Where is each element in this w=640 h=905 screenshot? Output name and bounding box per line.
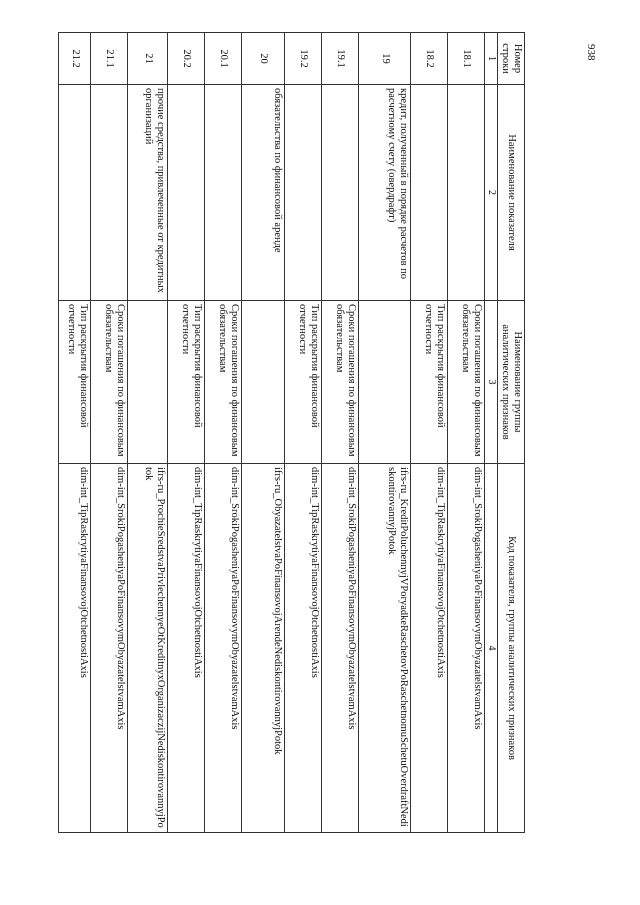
group-name: Тип раскрытия финансовой отчетности xyxy=(411,301,448,464)
table-row xyxy=(168,33,205,833)
group-name xyxy=(242,301,285,464)
group-name xyxy=(359,301,411,464)
row-number: 19.1 xyxy=(322,33,359,85)
group-name: Тип раскрытия финансовой отчетности xyxy=(59,301,91,464)
header-row xyxy=(497,33,524,833)
group-name: Сроки погашения по финансовым обязательствам xyxy=(322,301,359,464)
indicator-code: dim-int_SrokiPogasheniyaPoFinansovymObyazatelstvamAxis xyxy=(205,464,242,833)
table-frame xyxy=(66,32,525,832)
table-row xyxy=(322,33,359,833)
column-number: 2 xyxy=(485,85,498,301)
table-row xyxy=(91,33,128,833)
table-row xyxy=(411,33,448,833)
indicator-name xyxy=(168,85,205,301)
table-row xyxy=(285,33,322,833)
indicator-name xyxy=(448,85,485,301)
row-number: 21.1 xyxy=(91,33,128,85)
indicator-name: обязательства по финансовой аренде xyxy=(242,85,285,301)
indicator-name xyxy=(411,85,448,301)
header-group-name: Наименование группы аналитических признаков xyxy=(497,301,524,464)
column-number: 1 xyxy=(485,33,498,85)
indicator-name xyxy=(322,85,359,301)
indicator-code: dim-int_TipRaskrytiyaFinansovojOtchetnostiAxis xyxy=(411,464,448,833)
table-row xyxy=(359,33,411,833)
group-name: Сроки погашения по финансовым обязательствам xyxy=(448,301,485,464)
indicator-code: dim-int_SrokiPogasheniyaPoFinansovymObyazatelstvamAxis xyxy=(322,464,359,833)
indicator-code: dim-int_TipRaskrytiyaFinansovojOtchetnostiAxis xyxy=(168,464,205,833)
table-row xyxy=(205,33,242,833)
indicator-name xyxy=(285,85,322,301)
indicator-name: кредит, полученный в порядке расчетов по расчетному счету (овердрафт) xyxy=(359,85,411,301)
group-name: Тип раскрытия финансовой отчетности xyxy=(285,301,322,464)
indicator-code: dim-int_TipRaskrytiyaFinansovojOtchetnostiAxis xyxy=(285,464,322,833)
header-indicator-name: Наименование показателя xyxy=(497,85,524,301)
row-number: 19.2 xyxy=(285,33,322,85)
indicator-name: прочие средства, привлеченные от кредитных организаций xyxy=(128,85,168,301)
indicator-name xyxy=(59,85,91,301)
row-number: 19 xyxy=(359,33,411,85)
row-number: 21.2 xyxy=(59,33,91,85)
header-code: Код показателя, группы аналитических признаков xyxy=(497,464,524,833)
page-number: 938 xyxy=(585,44,597,61)
row-number: 18.2 xyxy=(411,33,448,85)
group-name: Сроки погашения по финансовым обязательствам xyxy=(205,301,242,464)
group-name xyxy=(128,301,168,464)
indicator-name xyxy=(205,85,242,301)
indicator-code: ifrs-ru_ObyazatelstvaPoFinansovojArendeNediskontirovannyjPotok xyxy=(242,464,285,833)
header-row-number: Номер строки xyxy=(497,33,524,85)
indicator-code: dim-int_SrokiPogasheniyaPoFinansovymObyazatelstvamAxis xyxy=(448,464,485,833)
indicator-table xyxy=(58,32,525,833)
column-number: 4 xyxy=(485,464,498,833)
table-row xyxy=(242,33,285,833)
group-name: Сроки погашения по финансовым обязательствам xyxy=(91,301,128,464)
table-row xyxy=(128,33,168,833)
group-name: Тип раскрытия финансовой отчетности xyxy=(168,301,205,464)
row-number: 20.1 xyxy=(205,33,242,85)
indicator-code: dim-int_TipRaskrytiyaFinansovojOtchetnostiAxis xyxy=(59,464,91,833)
indicator-code: ifrs-ru_ProchieSredstvaPrivlechennyeOtKreditnyxOrganizaczijNediskontirovannyjPotok xyxy=(128,464,168,833)
row-number: 21 xyxy=(128,33,168,85)
indicator-code: ifrs-ru_KreditPoluchennyjVPoryadkeRaschetovPoRaschetnomuSchetuOverdraftNediskontirovannyjPotok xyxy=(359,464,411,833)
row-number: 18.1 xyxy=(448,33,485,85)
row-number: 20 xyxy=(242,33,285,85)
column-number: 3 xyxy=(485,301,498,464)
row-number: 20.2 xyxy=(168,33,205,85)
indicator-name xyxy=(91,85,128,301)
table-row xyxy=(448,33,485,833)
rotated-table-container xyxy=(66,32,525,832)
indicator-code: dim-int_SrokiPogasheniyaPoFinansovymObyazatelstvamAxis xyxy=(91,464,128,833)
column-number-row xyxy=(485,33,498,833)
table-row xyxy=(59,33,91,833)
